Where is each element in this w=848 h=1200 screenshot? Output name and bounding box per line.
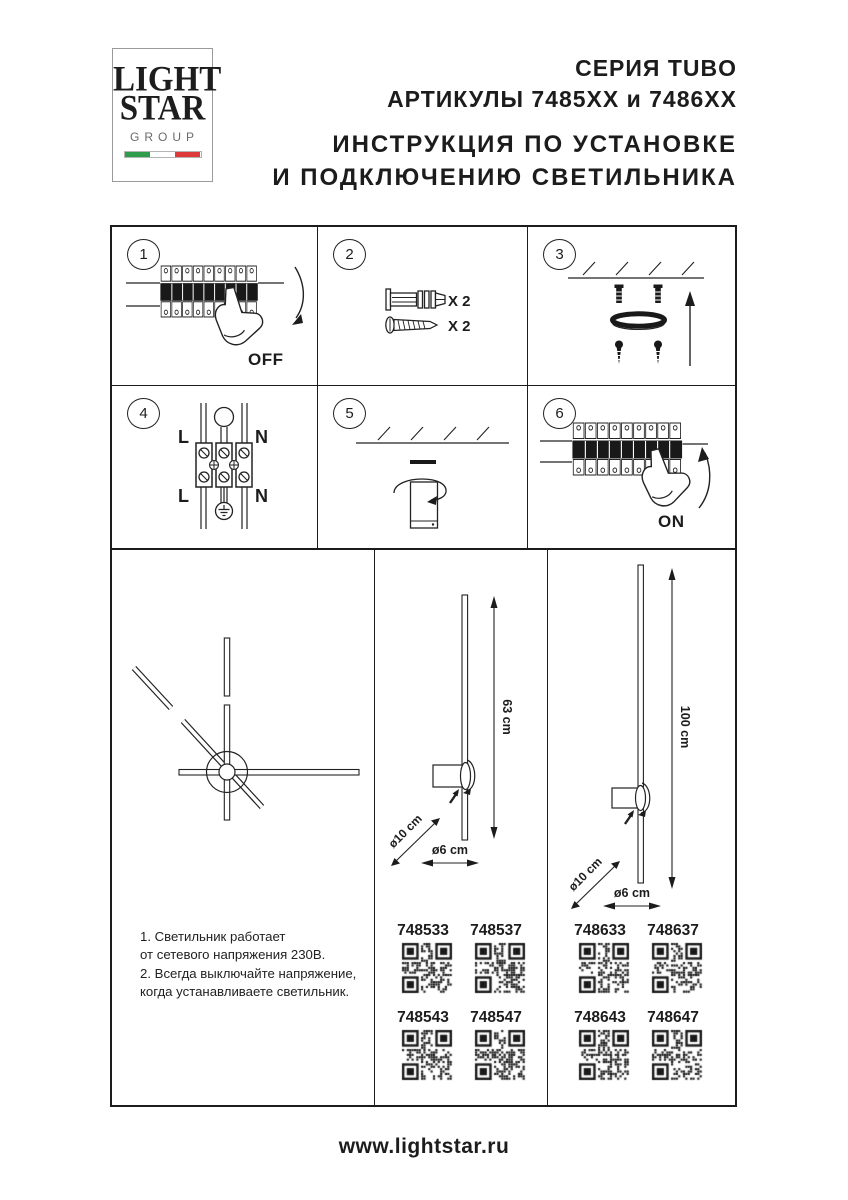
product-overview-section xyxy=(110,550,737,1107)
article-group-7486 xyxy=(574,922,704,1082)
article-item xyxy=(647,1009,704,1082)
qr-code xyxy=(473,1028,527,1082)
logo-group: GROUP xyxy=(129,130,199,144)
usage-notes xyxy=(140,928,375,1002)
series-title: СЕРИЯ TUBO xyxy=(575,55,737,81)
fixture-top-view-column xyxy=(112,550,375,1105)
article-code: 748647 xyxy=(647,1009,699,1026)
step-5-cell xyxy=(318,386,528,548)
tube-100 xyxy=(638,565,643,883)
mount-center xyxy=(219,764,235,780)
step-5-number: 5 xyxy=(333,398,366,429)
on-label: ON xyxy=(658,512,685,531)
step-1-number: 1 xyxy=(127,239,160,270)
article-code: 748533 xyxy=(397,922,449,939)
anchor-qty-label: X 2 xyxy=(448,293,471,310)
article-item xyxy=(574,1009,631,1082)
article-code: 748637 xyxy=(647,922,699,939)
flag-red xyxy=(175,152,200,157)
article-item xyxy=(397,922,454,995)
qr-code xyxy=(400,1028,454,1082)
qr-code xyxy=(650,1028,704,1082)
qr-code xyxy=(577,941,631,995)
tube-63 xyxy=(462,595,468,840)
italian-flag-bar xyxy=(124,151,202,158)
article-item xyxy=(470,1009,527,1082)
fixture-top-view-diagram xyxy=(112,550,375,1101)
wall-box xyxy=(612,788,638,808)
qr-code xyxy=(473,941,527,995)
article-code: 748633 xyxy=(574,922,626,939)
flag-green xyxy=(125,152,150,157)
step-4-cell xyxy=(112,386,318,548)
vertical-rod-bottom xyxy=(224,705,229,820)
canopy-ring xyxy=(613,314,665,326)
terminal-l-bottom: L xyxy=(178,486,189,506)
step-6-cell xyxy=(528,386,735,548)
lamp-63-column xyxy=(375,550,548,1105)
terminal-n-bottom: N xyxy=(255,486,268,506)
tube-diameter-label: ø6 cm xyxy=(431,843,469,857)
article-code: 748543 xyxy=(397,1009,449,1026)
articles-subtitle: АРТИКУЛЫ 7485XX и 7486XX xyxy=(387,86,737,112)
logo-light: LIGHT xyxy=(113,59,222,100)
diagonal-rod xyxy=(134,668,262,807)
off-label: OFF xyxy=(248,350,284,369)
step-3-cell xyxy=(528,227,735,386)
note-line: 2. Всегда выключайте напряжение, xyxy=(140,965,357,981)
step-6-number: 6 xyxy=(543,398,576,429)
qr-code xyxy=(577,1028,631,1082)
terminal-l-top: L xyxy=(178,427,189,447)
up-arrow xyxy=(685,291,695,306)
article-item xyxy=(574,922,631,995)
lamp-100-column xyxy=(548,550,735,1105)
lightstar-logo xyxy=(112,48,222,182)
flag-white xyxy=(150,152,175,157)
step-2-number: 2 xyxy=(333,239,366,270)
height-label-63: 63 cm xyxy=(500,699,514,735)
wall-plug-icon xyxy=(386,289,445,310)
website-url: www.lightstar.ru xyxy=(338,1135,510,1158)
step-3-number: 3 xyxy=(543,239,576,270)
article-item xyxy=(397,1009,454,1082)
screw-icons xyxy=(615,341,662,365)
article-group-7485 xyxy=(397,922,527,1082)
terminal-n-top: N xyxy=(255,427,268,447)
article-code: 748537 xyxy=(470,922,522,939)
tube-diameter-label: ø6 cm xyxy=(613,886,651,900)
note-line: от сетевого напряжения 230В. xyxy=(140,947,326,963)
mount-diameter-label: ø10 cm xyxy=(565,854,605,894)
step-4-number: 4 xyxy=(127,398,160,429)
installation-steps-grid xyxy=(110,225,737,550)
instruction-title-line1: ИНСТРУКЦИЯ ПО УСТАНОВКЕ xyxy=(332,131,737,158)
instruction-title-line2: И ПОДКЛЮЧЕНИЮ СВЕТИЛЬНИКА xyxy=(272,164,737,191)
height-label-100: 100 cm xyxy=(678,705,692,749)
article-code: 748643 xyxy=(574,1009,626,1026)
vertical-rod-top xyxy=(224,638,229,696)
step-2-cell xyxy=(318,227,528,386)
screw-icon xyxy=(386,317,437,333)
anchor-icons xyxy=(615,285,663,304)
article-code: 748547 xyxy=(470,1009,522,1026)
article-item xyxy=(647,922,704,995)
wall-box xyxy=(433,765,463,787)
document-header xyxy=(272,53,737,194)
screw-qty-label: X 2 xyxy=(448,318,471,335)
note-line: когда устанавливаете светильник. xyxy=(140,984,350,1000)
article-item xyxy=(470,922,527,995)
step-1-cell xyxy=(112,227,318,386)
qr-code xyxy=(400,941,454,995)
mount-diameter-label: ø10 cm xyxy=(385,811,425,851)
logo-star: STAR xyxy=(119,88,206,129)
note-line: 1. Светильник работает xyxy=(140,929,286,944)
qr-code xyxy=(650,941,704,995)
